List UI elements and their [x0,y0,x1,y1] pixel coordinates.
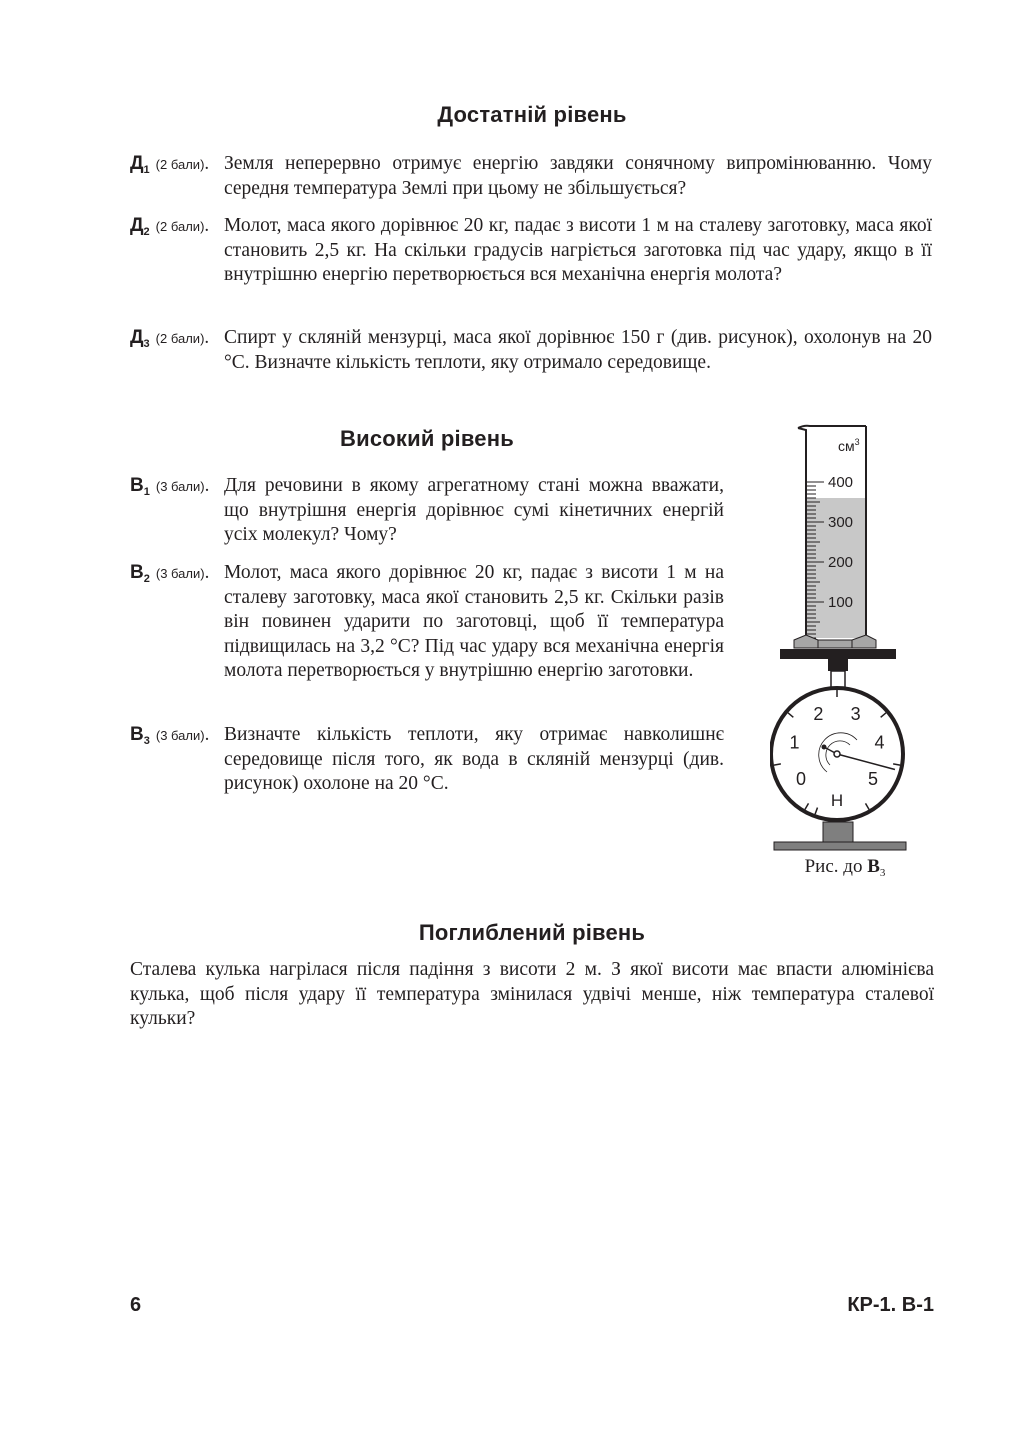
needle-pivot [834,751,840,757]
scale-label: 400 [828,474,854,491]
platform-stem [828,659,848,671]
dial-label: 3 [850,704,861,725]
task-index: 2 [143,573,150,585]
task-index: 2 [143,226,150,238]
task-text: Земля неперервно отримує енергію завдяки сонячному випромінюванню. Чому середня температура Землі при цьому не збільшується? [224,153,932,199]
task-label: $Д_1$ (2 бали). [130,153,210,176]
task-label: $В_3$ (3 бали). [130,724,210,747]
figure-caption [770,856,920,879]
stand-post [823,822,853,842]
task-text: Спирт у скляній мензурці, маса якої дорівнює 150 г (див. рисунок), охолонув на 20 °С. Визначте кількість теплоти, яку отримало середовище. [224,327,932,373]
task-letter: В [130,724,144,745]
page-number: 6 [130,1294,142,1316]
advanced-task-text: Сталева кулька нагрілася після падіння з висоти 2 м. З якої висоти має впасти алюмінієва кулька, щоб після удару її температура змінилася удвічі менше, ніж температура сталевої кульки? [130,959,934,1030]
task-letter: Д [130,327,144,348]
scale-label: 200 [828,554,854,571]
footer-code: КР-1. В-1 [847,1294,934,1316]
task-text: Визначте кількість теплоти, яку отримає навколишнє середовище після того, як вода в скляній мензурці (див. рисунок) охолоне на 20 °С. [224,724,724,795]
scale-label: 100 [828,594,854,611]
task-index: 3 [143,735,150,747]
task-letter: Д [130,153,144,174]
task-points: (2 бали) [155,331,205,346]
dial-label: 0 [795,769,806,790]
needle-tail-dot [822,745,827,750]
task-points: (2 бали) [155,157,205,172]
section-heading-high: Високий рівень [340,426,514,451]
task-points: (3 бали) [155,479,205,494]
figure-cylinder-dynamometer [770,420,920,860]
task-label: $Д_3$ (2 бали). [130,327,210,350]
dial-unit: Н [830,791,844,810]
task-points: (3 бали) [155,728,205,743]
dial-label: 4 [874,732,885,753]
dial-label: 5 [868,769,879,790]
task-label: $В_2$ (3 бали). [130,562,210,585]
section-heading-advanced: Поглиблений рівень [418,920,646,945]
caption-index: 3 [879,867,886,879]
stand-base [774,842,906,850]
task-text: Молот, маса якого дорівнює 20 кг, падає з висоти 1 м на сталеву заготовку, маса якої становить 2,5 кг. На скільки градусів нагріється заготовка під час удару, якщо в її внутрішню енергію перетворюється вся механічна енергія молота? [224,215,932,286]
cylinder-unit: $см^3$ [838,437,860,454]
task-letter: В [130,562,144,583]
dial-label: 2 [813,704,824,725]
task-label: $В_1$ (3 бали). [130,475,210,498]
task-label: $Д_2$ (2 бали). [130,215,210,238]
caption-letter: В [867,856,880,877]
task-index: 1 [143,164,150,176]
task-text: Для речовини в якому агрегатному стані можна вважати, що внутрішня енергія дорівнює сумі кінетичних енергій усіх молекул? Чому? [224,475,724,546]
dynamometer-dial [771,688,903,820]
platform [780,649,896,659]
dial-label: 1 [789,732,800,753]
cylinder-foot-middle [818,640,852,648]
task-letter: В [130,475,144,496]
task-points: (2 бали) [155,219,205,234]
section-heading-sufficient: Достатній рівень [437,102,627,127]
task-points: (3 бали) [155,566,205,581]
caption-prefix: Рис. до [804,856,868,877]
task-index: 3 [143,338,150,350]
scale-label: 300 [828,514,854,531]
task-letter: Д [130,215,144,236]
measuring-cylinder [794,426,876,648]
task-index: 1 [143,486,150,498]
task-text: Молот, маса якого дорівнює 20 кг, падає з висоти 1 м на сталеву заготовку, маса якої становить 2,5 кг. Скільки разів він повинен ударити по заготовці, щоб її температура підвищилась на 3,2 °С? Під час удару вся механічна енергія молота перетворюється у внутрішню енергію заготовки. [224,562,724,682]
